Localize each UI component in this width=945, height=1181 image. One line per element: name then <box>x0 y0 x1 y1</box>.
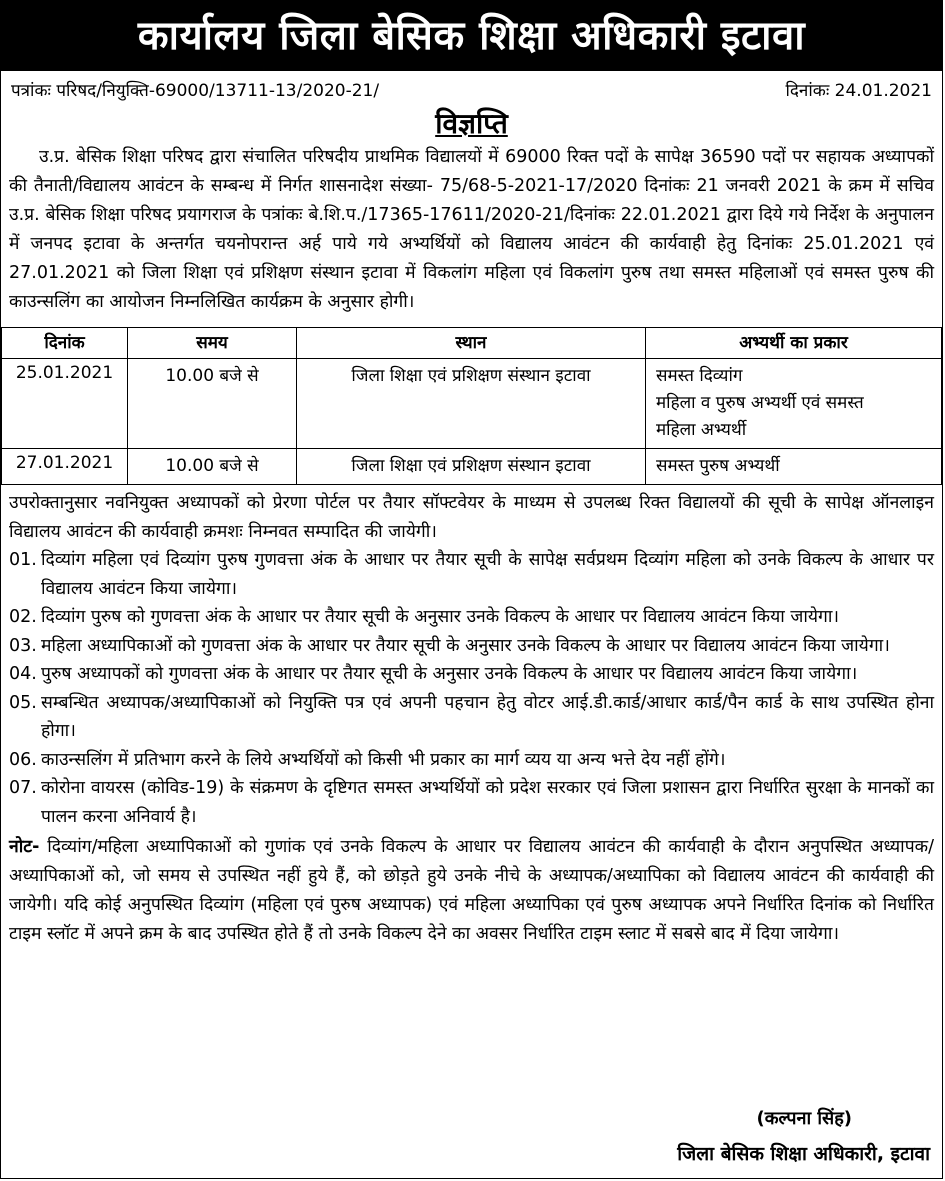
letter-date: दिनांकः 24.01.2021 <box>785 81 932 101</box>
header-time: समय <box>128 328 297 359</box>
item-number: 03. <box>9 635 37 656</box>
item-number: 04. <box>9 664 37 684</box>
row-date: 25.01.2021 <box>2 359 128 449</box>
candidate-type-line: समस्त पुरुष अभ्यर्थी <box>656 456 780 476</box>
list-item <box>1 689 942 746</box>
table-header-row <box>2 328 942 359</box>
list-item <box>1 603 942 632</box>
counselling-schedule-table <box>1 327 942 485</box>
row-candidate-type <box>646 449 942 485</box>
item-text: कोरोना वायरस (कोविड-19) के संक्रमण के दृष्टिगत समस्त अभ्यर्थियों को प्रदेश सरकार एवं जिला प्रशासन द्वारा निर्धारित सुरक्षा के मानकों का पालन करना अनिवार्य है। <box>41 778 934 827</box>
row-date: 27.01.2021 <box>2 449 128 485</box>
list-item <box>1 774 942 831</box>
notice-title: विज्ञप्ति <box>435 107 508 140</box>
item-number: 02. <box>9 607 37 627</box>
header-place: स्थान <box>297 328 646 359</box>
item-number: 01. <box>9 550 37 570</box>
table-row <box>2 359 942 449</box>
candidate-type-line: महिला अभ्यर्थी <box>656 420 747 440</box>
item-number: 05. <box>9 692 37 713</box>
list-item <box>1 546 942 603</box>
row-time: 10.00 बजे से <box>128 359 297 449</box>
note-text: दिव्यांग/महिला अध्यापिकाओं को गुणांक एवं उनके विकल्प के आधार पर विद्यालय आवंटन की कार्यवाही के दौरान अनुपस्थित अध्यापक/अध्यापिकाओं को, जो समय से उपस्थित नहीं हुये हैं, को छोड़ते हुये उनके नीचे के अध्यापक/अध्यापिका को विद्यालय आवंटन की कार्यवाही की जायेगी। यदि कोई अनुपस्थित दिव्यांग (महिला एवं पुरुष अध्यापक) एवं महिला अध्यापिका एवं पुरुष अध्यापक अपने निर्धारित दिनांक को निर्धारित टाइम स्लॉट में अपने क्रम के बाद उपस्थित होते हैं तो उनके विकल्प देने का अवसर निर्धारित टाइम स्लाट में सबसे बाद में दिया जायेगा। <box>9 837 934 944</box>
list-item <box>1 632 942 661</box>
reference-line <box>1 79 942 103</box>
signatory-name: (कल्पना सिंह) <box>756 1108 852 1129</box>
item-text: दिव्यांग पुरुष को गुणवत्ता अंक के आधार पर तैयार सूची के अनुसार उनके विकल्प के आधार पर विद्यालय आवंटन किया जायेगा। <box>41 607 840 627</box>
item-text: महिला अध्यापिकाओं को गुणवत्ता अंक के आधार पर तैयार सूची के अनुसार उनके विकल्प के आधार पर विद्यालय आवंटन किया जायेगा। <box>41 635 890 656</box>
note-label: नोट- <box>9 837 40 857</box>
allocation-intro: उपरोक्तानुसार नवनियुक्त अध्यापकों को प्रेरणा पोर्टल पर तैयार सॉफ्टवेयर के माध्यम से उपलब्ध रिक्त विद्यालयों की सूची के सापेक्ष ऑनलाइन विद्यालय आवंटन की कार्यवाही क्रमशः निम्नवत सम्पादित की जायेगी। <box>9 493 934 542</box>
header-date: दिनांक <box>2 328 128 359</box>
item-number: 06. <box>9 749 37 770</box>
note-paragraph <box>1 831 942 949</box>
item-text: दिव्यांग महिला एवं दिव्यांग पुरुष गुणवत्ता अंक के आधार पर तैयार सूची के सापेक्ष सर्वप्रथम दिव्यांग महिला को उनके विकल्प के आधार पर विद्यालय आवंटन किया जायेगा। <box>41 550 934 599</box>
header-candidate-type: अभ्यर्थी का प्रकार <box>646 328 942 359</box>
row-candidate-type <box>646 359 942 449</box>
table-row <box>2 449 942 485</box>
item-text: सम्बन्धित अध्यापक/अध्यापिकाओं को नियुक्ति पत्र एवं अपनी पहचान हेतु वोटर आई.डी.कार्ड/आधार कार्ड/पैन कार्ड के साथ उपस्थित होना होगा। <box>41 692 934 741</box>
row-time: 10.00 बजे से <box>128 449 297 485</box>
row-place: जिला शिक्षा एवं प्रशिक्षण संस्थान इटावा <box>297 449 646 485</box>
item-text: काउन्सलिंग में प्रतिभाग करने के लिये अभ्यर्थियों को किसी भी प्रकार का मार्ग व्यय या अन्य भत्ते देय नहीं होंगे। <box>41 749 726 770</box>
office-header: कार्यालय जिला बेसिक शिक्षा अधिकारी इटावा <box>1 1 942 71</box>
item-number: 07. <box>9 778 37 798</box>
letter-number: पत्रांकः परिषद/नियुक्ति-69000/13711-13/2020-21/ <box>11 81 380 101</box>
intro-paragraph: उ.प्र. बेसिक शिक्षा परिषद द्वारा संचालित परिषदीय प्राथमिक विद्यालयों में 69000 रिक्त पदों के सापेक्ष 36590 पदों पर सहायक अध्यापकों की तैनाती/विद्यालय आवंटन के सम्बन्ध में निर्गत शासनादेश संख्या- 75/68-5-2021-17/2020 दिनांकः 21 जनवरी 2021 के क्रम में सचिव उ.प्र. बेसिक शिक्षा परिषद प्रयागराज के पत्रांकः बे.शि.प./17365-17611/2020-21/दिनांकः 22.01.2021 द्वारा दिये गये निर्देश के अनुपालन में जनपद इटावा के अन्तर्गत चयनोपरान्त अर्ह पाये गये अभ्यर्थियों को विद्यालय आवंटन की कार्यवाही हेतु दिनांकः 25.01.2021 एवं 27.01.2021 को जिला शिक्षा एवं प्रशिक्षण संस्थान इटावा में विकलांग महिला एवं विकलांग पुरुष तथा समस्त महिलाओं एवं समस्त पुरुष की काउन्सलिंग का आयोजन निम्नलिखित कार्यक्रम के अनुसार होगी। <box>9 147 934 312</box>
candidate-type-line: समस्त दिव्यांग <box>656 366 743 386</box>
candidate-type-line: महिला व पुरुष अभ्यर्थी एवं समस्त <box>656 393 864 413</box>
list-item <box>1 660 942 689</box>
signatory-designation: जिला बेसिक शिक्षा अधिकारी, इटावा <box>677 1143 930 1165</box>
item-text: पुरुष अध्यापकों को गुणवत्ता अंक के आधार पर तैयार सूची के अनुसार उनके विकल्प के आधार पर विद्यालय आवंटन किया जायेगा। <box>41 664 858 684</box>
list-item <box>1 746 942 775</box>
row-place: जिला शिक्षा एवं प्रशिक्षण संस्थान इटावा <box>297 359 646 449</box>
